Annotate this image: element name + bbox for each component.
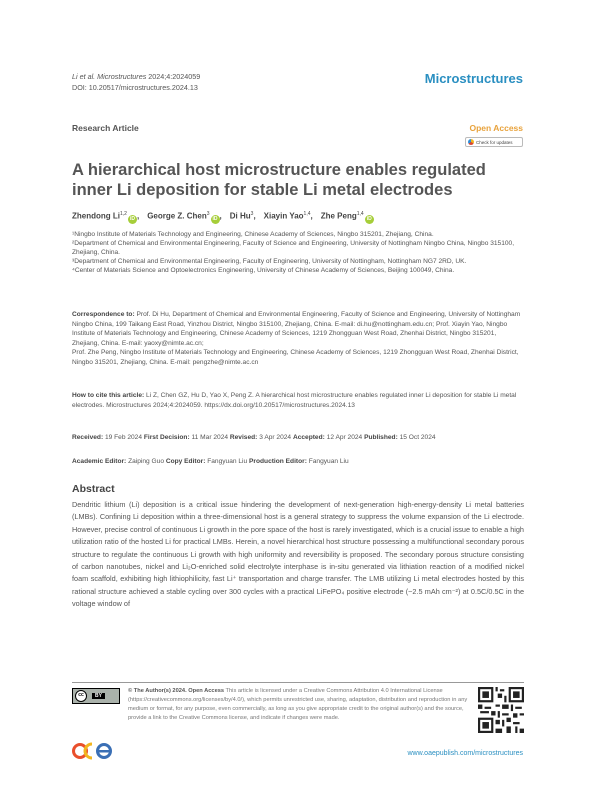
divider xyxy=(72,682,524,683)
license-text: © The Author(s) 2024. Open Access This article is licensed under a Creative Commons Attribution 4.0 International License (https://creativecommons.org/licenses/by/4.0/), which permits unrestricted use, sharing, adaptation, distribution and reproduction in any medium or format, for any purpose, even commercially, as long as you give appropriate credit to the original author(s) and the source, provide a link to the Creative Commons license, and indicate if changes were made. xyxy=(128,688,468,721)
article-type: Research Article xyxy=(72,123,139,133)
affiliations xyxy=(72,231,524,276)
how-to-cite xyxy=(72,391,524,410)
affiliation: ¹Ningbo Institute of Materials Technology and Engineering, Chinese Academy of Sciences, Ningbo 315201, Zhejiang, China. xyxy=(72,231,434,238)
affiliation: ²Department of Chemical and Environmental Engineering, Faculty of Science and Engineering, University of Nottingham Ningbo China, Ningbo 315100, Zhejiang, China. xyxy=(72,239,515,256)
author[interactable]: George Z. Chen$^3$iD , xyxy=(147,211,222,222)
correspondence-text: Prof. Di Hu, Department of Chemical and Environmental Engineering, Faculty of Science and Engineering, University of Nottingham Ningbo China, 199 Taikang East Road, Yinzhou District, Ningbo 315100, Zhejiang, China. E-mail: di.hu@nottingham.edu.cn; Prof. Xiayin Yao, Ningbo Institute of Materials Technology and Engineering, Chinese Academy of Sciences, 1219 Zhongguan West Road, Zhenhai District, Ningbo 315201, Zhejiang, China. E-mail: yaoxy@nimte.ac.cn; xyxy=(72,311,521,347)
abstract-text: Dendritic lithium (Li) deposition is a critical issue hindering the development of next-generation high-energy-density Li metal batteries (LMBs). Confining Li deposition within a three-dimensional host is a general strategy to suppress the volume expansion of the Li electrode. However, precise control of continuous Li growth in the pore space of the host is rarely investigated, which is a crucial issue to enable a high utilization ratio of the hosted Li for practical LMBs. Herein, a novel hierarchical host structure possessing a multifunctional secondary porous structure to regulate the continuous Li growth with high uniformity and reversibility is proposed. The secondary porous structure consisting of carbon nanotubes, nickel and Li₂O-enriched solid electrolyte interphase is in-situ generated via lithiation reaction of a modified nickel foam scaffold, exhibiting high lithiophilicity, fast Li⁺ transportation and charge transfer. The LMB utilizing Li metal electrodes hosted by this rational structure achieved a stable cycling over 300 cycles with a practical LiFePO₄ positive electrode (~2.5 mAh cm⁻²) at 0.5C/0.5C in the voltage window of xyxy=(72,500,524,609)
author[interactable]: Zhendong Li$^{1,2}$iD , xyxy=(72,211,140,222)
oae-logo[interactable] xyxy=(72,740,112,762)
citation-journal: Li et al. Microstructures xyxy=(72,72,147,81)
how-to-cite-label: How to cite this article: xyxy=(72,392,145,399)
by-icon: BY xyxy=(92,693,105,699)
journal-website-link[interactable]: www.oaepublish.com/microstructures xyxy=(407,750,523,757)
editors: Academic Editor: Zaiping Guo Copy Editor: Fangyuan Liu Production Editor: Fangyuan Liu xyxy=(72,458,349,465)
citation-header xyxy=(72,71,200,93)
svg-text:oae: oae xyxy=(92,761,94,762)
correspondence-text-2: Prof. Zhe Peng, Ningbo Institute of Materials Technology and Engineering, Chinese Academy of Sciences, 1219 Zhongguan West Road, Zhenhai District, Ningbo 315201, Zhejiang, China. E-mail: pengzhe@nimte.ac.cn xyxy=(72,349,519,366)
cc-by-license-icon[interactable] xyxy=(72,688,120,704)
how-to-cite-text: Li Z, Chen GZ, Hu D, Yao X, Peng Z. A hierarchical host microstructure enables regulated inner Li deposition for stable Li metal electrodes. Microstructures 2024;4:2024059. https://dx.doi.org/10.20517/microstructures.2024.13 xyxy=(72,392,517,409)
open-access-badge: Open Access xyxy=(469,123,523,133)
correspondence xyxy=(72,310,524,368)
article-title: A hierarchical host microstructure enables regulated inner Li deposition for stable Li metal electrodes xyxy=(72,161,486,199)
check-updates-label: Check for updates xyxy=(476,139,513,145)
journal-name[interactable]: Microstructures xyxy=(424,71,523,86)
abstract-heading: Abstract xyxy=(72,483,115,495)
affiliation: ⁴Center of Materials Science and Optoelectronics Engineering, University of Chinese Academy of Sciences, Beijing 100049, China. xyxy=(72,266,455,274)
cc-icon: cc xyxy=(75,690,87,702)
orcid-icon[interactable]: iD xyxy=(212,215,218,222)
check-updates-icon xyxy=(468,139,474,145)
author-list xyxy=(72,211,374,224)
citation-volume: 2024;4:2024059 xyxy=(146,72,201,81)
author[interactable]: Zhe Peng$^{1,4}$iD xyxy=(320,211,372,222)
correspondence-label: Correspondence to: xyxy=(72,311,135,318)
orcid-icon[interactable]: iD xyxy=(129,215,135,222)
author[interactable]: Di Hu$^3$, xyxy=(229,211,256,221)
author[interactable]: Xiayin Yao$^{1,4}$, xyxy=(263,211,313,221)
qr-code-icon[interactable] xyxy=(478,687,524,733)
article-dates: Received: 19 Feb 2024 First Decision: 11 Mar 2024 Revised: 3 Apr 2024 Accepted: 12 Apr 2024 Published: 15 Oct 2024 xyxy=(72,434,436,441)
check-for-updates-button[interactable] xyxy=(465,137,523,147)
orcid-icon[interactable]: iD xyxy=(366,215,372,222)
affiliation: ³Department of Chemical and Environmental Engineering, Faculty of Engineering, University of Nottingham, Nottingham NG7 2RD, UK. xyxy=(72,257,467,265)
citation-doi[interactable]: DOI: 10.20517/microstructures.2024.13 xyxy=(72,83,198,92)
